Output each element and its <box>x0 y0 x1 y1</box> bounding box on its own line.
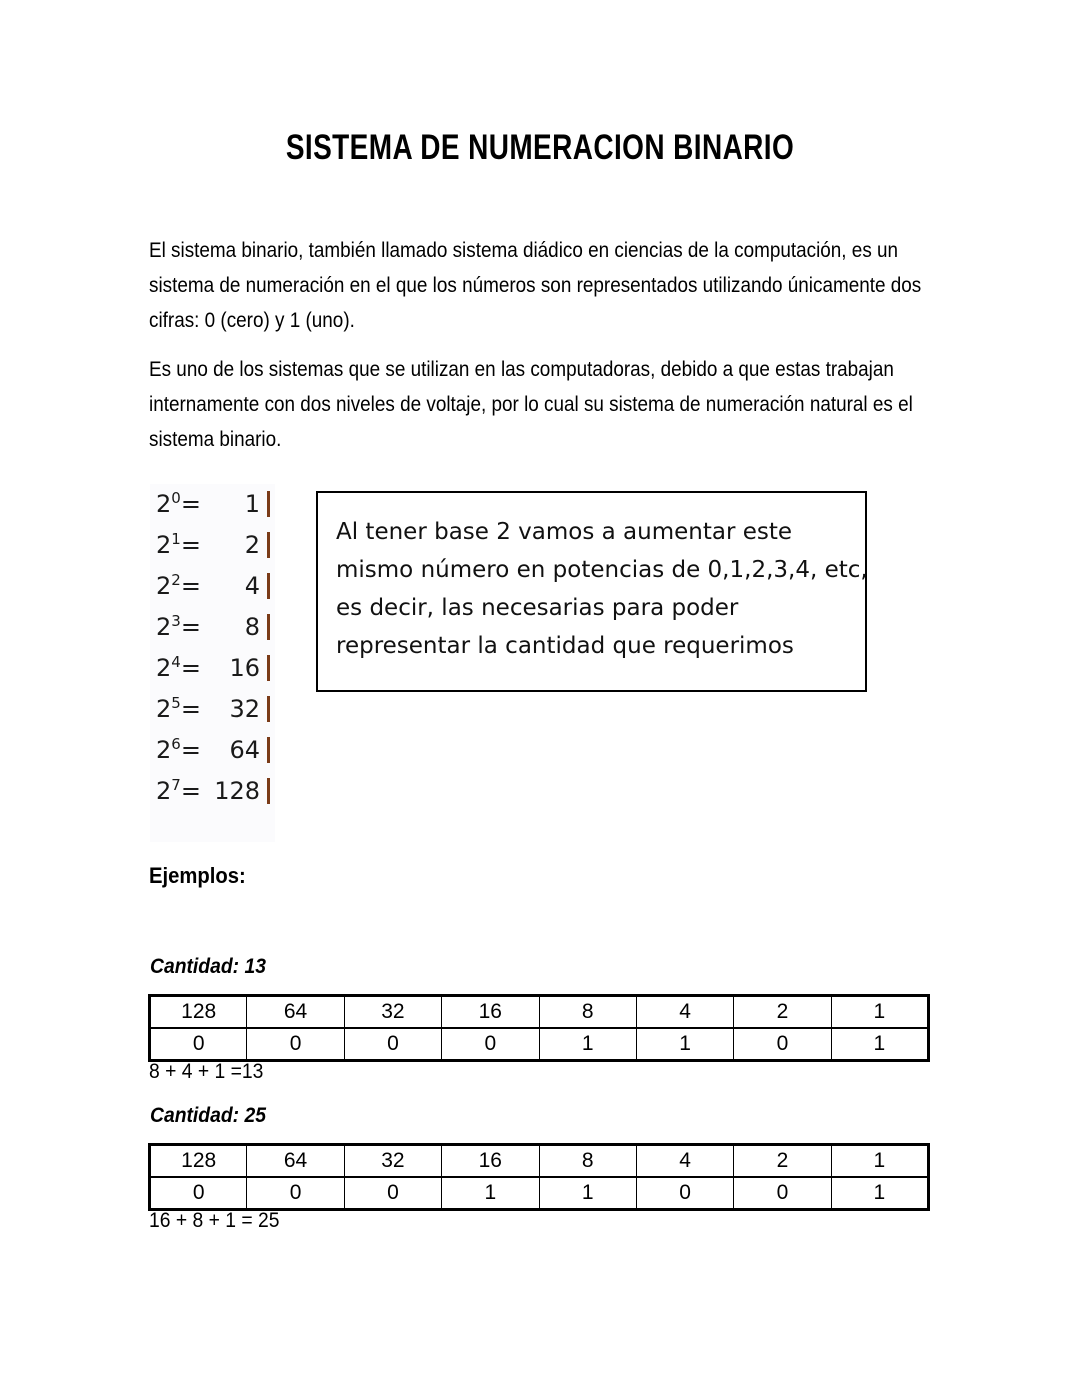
table-header-cell: 4 <box>636 996 733 1029</box>
cursor-bar-icon <box>267 778 270 804</box>
power-expression: $2^6=$ <box>156 735 201 764</box>
cursor-bar-icon <box>267 737 270 763</box>
table-bit-cell: 0 <box>344 1028 441 1061</box>
power-exponent: 3 <box>171 612 181 630</box>
table-bit-cell: 0 <box>734 1028 831 1061</box>
cursor-bar-icon <box>267 532 270 558</box>
table-bit-cell: 0 <box>247 1177 344 1210</box>
table-header-cell: 128 <box>150 996 247 1029</box>
power-exponent: 0 <box>171 489 181 507</box>
table-bit-cell: 1 <box>539 1028 636 1061</box>
table-bit-cell: 0 <box>150 1177 247 1210</box>
power-value: 16 <box>229 654 260 682</box>
power-expression: $2^2=$ <box>156 571 201 600</box>
power-expression: $2^1=$ <box>156 530 201 559</box>
callout-line: representar la cantidad que requerimos <box>336 633 794 659</box>
cursor-bar-icon <box>267 573 270 599</box>
power-value: 4 <box>244 572 260 600</box>
callout-line: mismo número en potencias de 0,1,2,3,4, etc, <box>336 557 868 583</box>
table-bit-cell: 1 <box>636 1028 733 1061</box>
table-bit-cell: 1 <box>539 1177 636 1210</box>
table-bit-cell: 0 <box>344 1177 441 1210</box>
power-row <box>150 648 275 689</box>
table-header-cell: 4 <box>636 1145 733 1178</box>
power-exponent: 2 <box>171 571 181 589</box>
table-row-bits <box>150 1028 929 1061</box>
table-header-cell: 16 <box>442 1145 539 1178</box>
paragraph-2: Es uno de los sistemas que se utilizan en las computadoras, debido a que estas trabajan internamente con dos niveles de voltaje, por lo cual su sistema de numeración natural es el sistema binario. <box>149 358 913 451</box>
power-expression: $2^5=$ <box>156 694 201 723</box>
power-value: 8 <box>244 613 260 641</box>
table-header-cell: 2 <box>734 996 831 1029</box>
cursor-bar-icon <box>267 491 270 517</box>
power-row <box>150 771 275 812</box>
table-header-cell: 32 <box>344 996 441 1029</box>
callout-line: Al tener base 2 vamos a aumentar este <box>336 519 793 545</box>
binary-table-13 <box>148 994 930 1062</box>
table-bit-cell: 1 <box>831 1177 928 1210</box>
callout-content <box>318 493 868 665</box>
table-header-cell: 8 <box>539 1145 636 1178</box>
table-bit-cell: 0 <box>636 1177 733 1210</box>
power-exponent: 7 <box>171 776 181 794</box>
power-value: 64 <box>229 736 260 764</box>
example-sum-2: 16 + 8 + 1 = 25 <box>149 1209 280 1232</box>
table-header-cell: 1 <box>831 996 928 1029</box>
power-row <box>150 484 275 525</box>
power-expression: $2^7=$ <box>156 776 201 805</box>
table-header-cell: 2 <box>734 1145 831 1178</box>
cursor-bar-icon <box>267 655 270 681</box>
power-expression: $2^3=$ <box>156 612 201 641</box>
power-exponent: 5 <box>171 694 181 712</box>
table-row-headers <box>150 996 929 1029</box>
example-sum-1: 8 + 4 + 1 =13 <box>149 1060 264 1083</box>
table-bit-cell: 0 <box>734 1177 831 1210</box>
power-value: 1 <box>244 490 260 518</box>
power-expression: $2^4=$ <box>156 653 201 682</box>
power-value: 32 <box>229 695 260 723</box>
table-header-cell: 32 <box>344 1145 441 1178</box>
power-exponent: 4 <box>171 653 181 671</box>
table-row-bits <box>150 1177 929 1210</box>
table-header-cell: 8 <box>539 996 636 1029</box>
power-expression: $2^0=$ <box>156 489 201 518</box>
table-header-cell: 64 <box>247 1145 344 1178</box>
page-title: SISTEMA DE NUMERACION BINARIO <box>285 128 795 167</box>
power-exponent: 1 <box>171 530 181 548</box>
explanation-callout-box <box>316 491 867 692</box>
example-label-1: Cantidad: 13 <box>150 955 266 978</box>
paragraph-1: El sistema binario, también llamado sistema diádico en ciencias de la computación, es un sistema de numeración en el que los números son representados utilizando únicamente dos cifras: 0 (cero) y 1 (uno). <box>149 239 922 332</box>
cursor-bar-icon <box>267 696 270 722</box>
table-bit-cell: 0 <box>247 1028 344 1061</box>
power-row <box>150 607 275 648</box>
table-bit-cell: 1 <box>442 1177 539 1210</box>
power-row <box>150 689 275 730</box>
example-label-2: Cantidad: 25 <box>150 1104 266 1127</box>
table-row-headers <box>150 1145 929 1178</box>
binary-table-25 <box>148 1143 930 1211</box>
power-exponent: 6 <box>171 735 181 753</box>
table-header-cell: 64 <box>247 996 344 1029</box>
table-header-cell: 16 <box>442 996 539 1029</box>
callout-line: es decir, las necesarias para poder <box>336 595 739 621</box>
table-bit-cell: 0 <box>442 1028 539 1061</box>
power-row <box>150 525 275 566</box>
power-row <box>150 566 275 607</box>
power-row <box>150 730 275 771</box>
power-value: 128 <box>214 777 260 805</box>
body-text-column <box>149 233 939 457</box>
table-header-cell: 128 <box>150 1145 247 1178</box>
powers-of-two-list <box>150 484 275 842</box>
cursor-bar-icon <box>267 614 270 640</box>
power-value: 2 <box>244 531 260 559</box>
examples-heading: Ejemplos: <box>149 863 246 888</box>
table-header-cell: 1 <box>831 1145 928 1178</box>
table-bit-cell: 0 <box>150 1028 247 1061</box>
table-bit-cell: 1 <box>831 1028 928 1061</box>
